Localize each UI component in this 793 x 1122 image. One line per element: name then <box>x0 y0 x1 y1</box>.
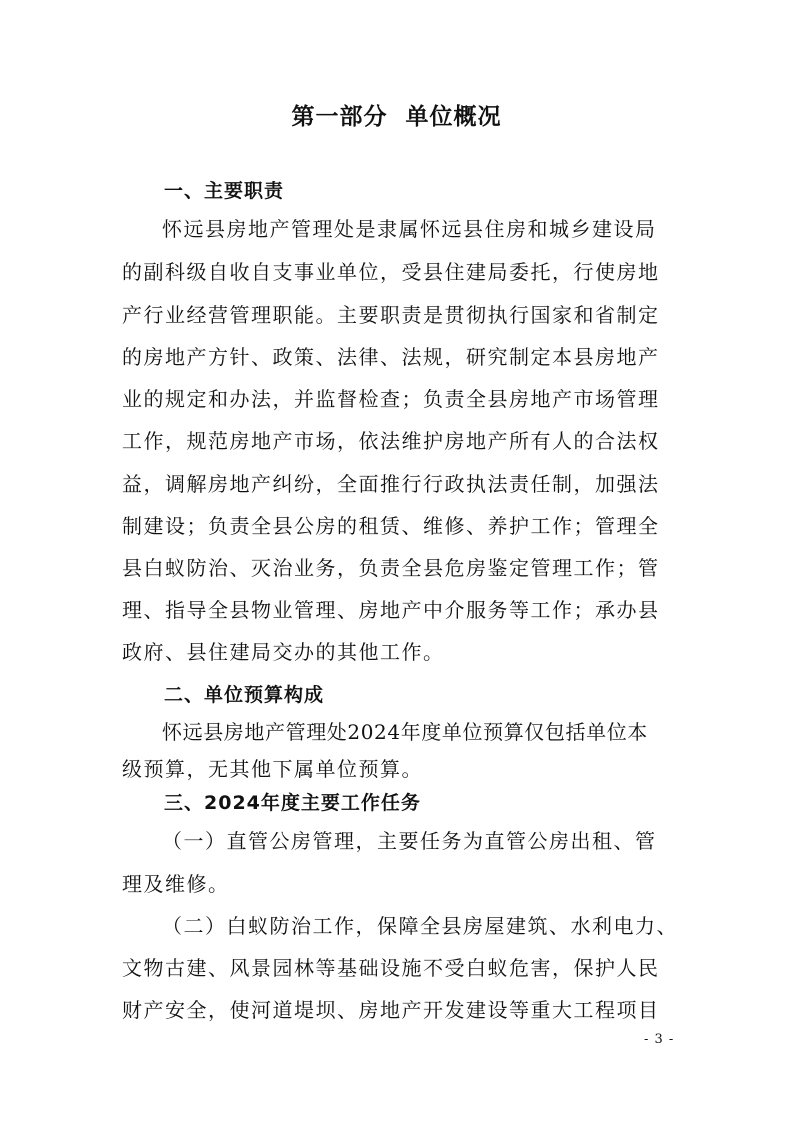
paragraph-line: 政府、县住建局交办的其他工作。 <box>122 640 445 664</box>
paragraph-line: 制建设；负责全县公房的租赁、维修、养护工作；管理全 <box>122 514 660 538</box>
paragraph-line: 的副科级自收自支事业单位，受县住建局委托，行使房地 <box>122 260 660 284</box>
page-title: 第一部分 单位概况 <box>291 104 502 130</box>
paragraph-line: 工作，规范房地产市场，依法维护房地产所有人的合法权 <box>122 429 660 453</box>
paragraph-line: 业的规定和办法，并监督检查；负责全县房地产市场管理 <box>122 387 660 411</box>
section-heading-duties: 一、主要职责 <box>164 180 285 202</box>
page-number: - 3 - <box>644 1032 675 1047</box>
paragraph-line: （二）白蚁防治工作，保障全县房屋建筑、水利电力、 <box>162 914 678 938</box>
paragraph-line: （一）直管公房管理，主要任务为直管公房出租、管 <box>162 829 657 853</box>
paragraph-line: 怀远县房地产管理处是隶属怀远县住房和城乡建设局 <box>162 217 657 241</box>
paragraph-line: 的房地产方针、政策、法律、法规，研究制定本县房地产 <box>122 345 660 369</box>
paragraph-line: 县白蚁防治、灭治业务，负责全县危房鉴定管理工作；管 <box>122 556 660 580</box>
paragraph-line: 益，调解房地产纠纷，全面推行行政执法责任制，加强法 <box>122 472 660 496</box>
paragraph-line: 理及维修。 <box>122 872 230 896</box>
paragraph-line: 级预算，无其他下属单位预算。 <box>122 757 423 781</box>
paragraph-line: 文物古建、风景园林等基础设施不受白蚁危害，保护人民 <box>122 956 660 980</box>
paragraph-line: 怀远县房地产管理处2024年度单位预算仅包括单位本 <box>162 720 648 744</box>
section-heading-budget-structure: 二、单位预算构成 <box>164 684 325 706</box>
paragraph-line: 理、指导全县物业管理、房地产中介服务等工作；承办县 <box>122 598 660 622</box>
section-heading-work-tasks: 三、2024年度主要工作任务 <box>164 792 421 814</box>
paragraph-line: 财产安全，使河道堤坝、房地产开发建设等重大工程项目 <box>122 998 660 1022</box>
paragraph-line: 产行业经营管理职能。主要职责是贯彻执行国家和省制定 <box>122 303 660 327</box>
